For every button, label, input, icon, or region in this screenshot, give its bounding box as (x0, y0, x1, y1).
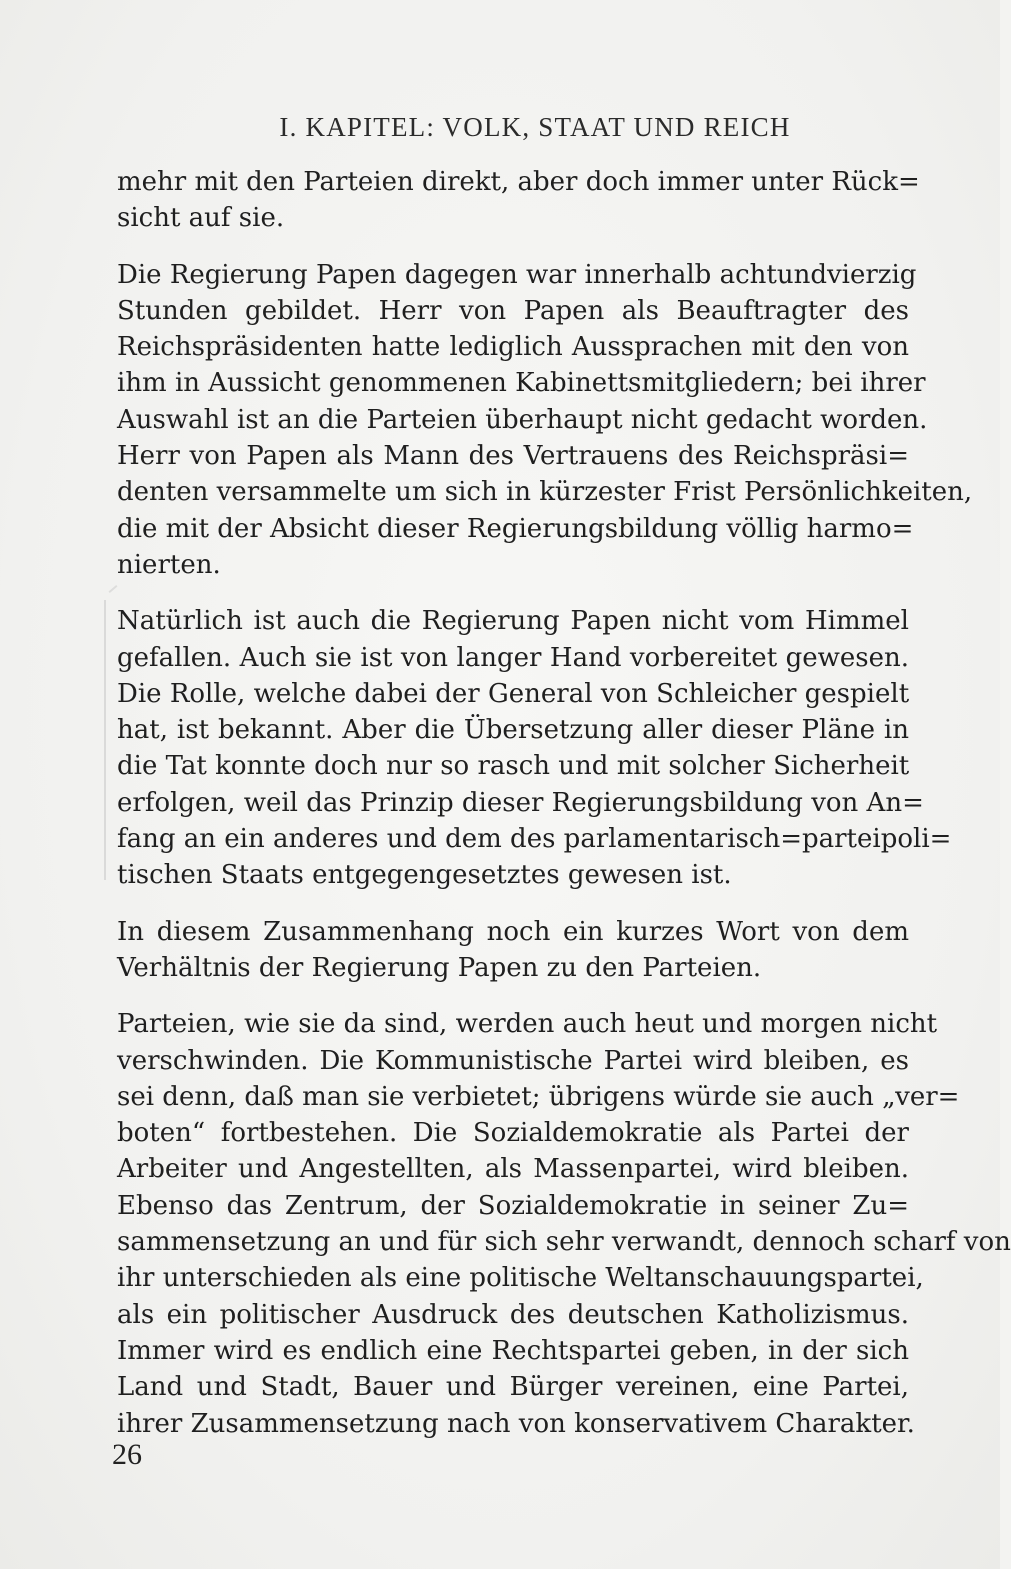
text-line: die Tat konnte doch nur so rasch und mit solcher Sicherheit (117, 751, 910, 782)
paragraph (117, 1006, 1011, 1442)
pencil-mark (104, 600, 106, 880)
text-line: In diesem Zusammenhang noch ein kurzes Wort von dem (117, 916, 909, 947)
paragraph (117, 257, 973, 584)
text-line: Die Rolle, welche dabei der General von Schleicher gespielt (117, 678, 910, 709)
text-line: sicht auf sie. (117, 203, 285, 234)
text-line: erfolgen, weil das Prinzip dieser Regierungsbildung von An= (117, 787, 924, 818)
text-line: Natürlich ist auch die Regierung Papen nicht vom Himmel (117, 606, 909, 637)
running-head: I. KAPITEL: VOLK, STAAT UND REICH (279, 112, 791, 142)
text-line: Die Regierung Papen dagegen war innerhalb achtundvierzig (117, 259, 917, 290)
paragraph (117, 914, 909, 987)
text-line: Land und Stadt, Bauer und Bürger vereinen, eine Partei, (117, 1372, 909, 1403)
text-line: Parteien, wie sie da sind, werden auch heut und morgen nicht (117, 1009, 938, 1040)
text-line: ihr unterschieden als eine politische Weltanschauungspartei, (117, 1263, 924, 1294)
text-line: sammensetzung an und für sich sehr verwandt, dennoch scharf von (117, 1227, 1011, 1258)
text-line: die mit der Absicht dieser Regierungsbildung völlig harmo= (117, 513, 914, 544)
text-line: fang an ein anderes und dem des parlamentarisch=parteipoli= (117, 824, 952, 855)
text-line: Ebenso das Zentrum, der Sozialdemokratie in seiner Zu= (117, 1190, 909, 1221)
text-line: Auswahl ist an die Parteien überhaupt nicht gedacht worden. (117, 404, 928, 435)
body-text (117, 164, 1011, 1462)
text-line: ihrer Zusammensetzung nach von konservativem Charakter. (117, 1408, 915, 1439)
page-number: 26 (112, 1438, 142, 1471)
text-line: Verhältnis der Regierung Papen zu den Parteien. (117, 952, 762, 983)
text-line: hat, ist bekannt. Aber die Übersetzung aller dieser Pläne in (117, 715, 909, 746)
text-line: nierten. (117, 549, 221, 580)
paragraph (117, 164, 920, 237)
text-line: Herr von Papen als Mann des Vertrauens des Reichspräsi= (117, 441, 909, 472)
text-line: boten“ fortbestehen. Die Sozialdemokratie als Partei der (117, 1118, 909, 1149)
text-line: verschwinden. Die Kommunistische Partei wird bleiben, es (117, 1045, 909, 1076)
text-line: Reichspräsidenten hatte lediglich Aussprachen mit den von (117, 332, 909, 363)
text-line: Arbeiter und Angestellten, als Massenpartei, wird bleiben. (117, 1154, 909, 1185)
text-line: sei denn, daß man sie verbietet; übrigens würde sie auch „ver= (117, 1081, 960, 1112)
text-line: gefallen. Auch sie ist von langer Hand vorbereitet gewesen. (117, 642, 909, 673)
text-line: mehr mit den Parteien direkt, aber doch immer unter Rück= (117, 167, 920, 197)
text-line: denten versammelte um sich in kürzester Frist Persönlichkeiten, (117, 477, 973, 508)
text-line: als ein politischer Ausdruck des deutschen Katholizismus. (117, 1299, 909, 1330)
paragraph (117, 603, 952, 893)
text-line: tischen Staats entgegengesetztes gewesen ist. (117, 860, 732, 891)
text-line: Stunden gebildet. Herr von Papen als Beauftragter des (117, 295, 909, 326)
text-line: Immer wird es endlich eine Rechtspartei geben, in der sich (117, 1335, 909, 1366)
text-line: ihm in Aussicht genommenen Kabinettsmitgliedern; bei ihrer (117, 368, 926, 399)
